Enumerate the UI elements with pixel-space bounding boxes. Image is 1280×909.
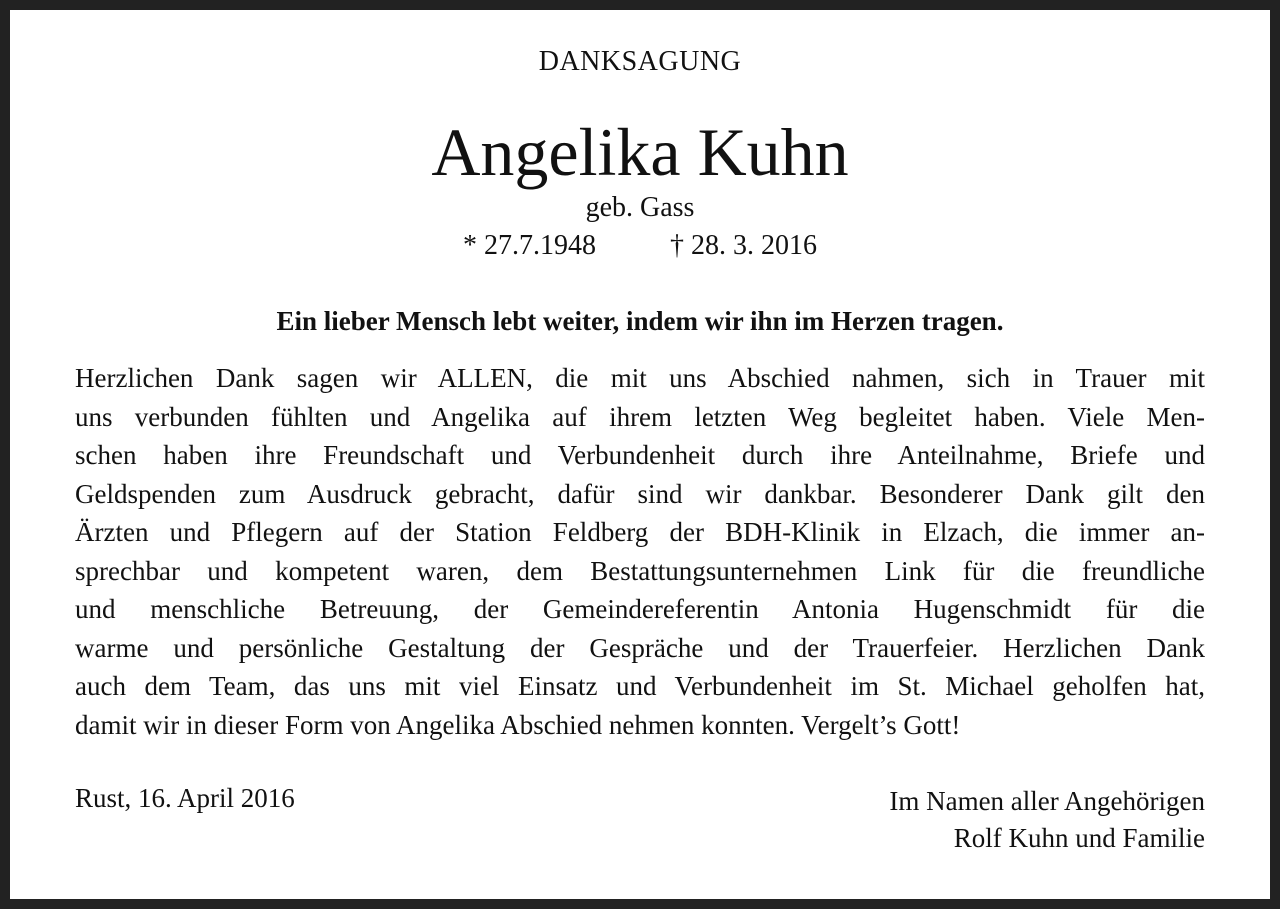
maiden-name: geb. Gass: [585, 192, 695, 223]
text-line: Geldspenden zum Ausdruck gebracht, dafür sind wir dankbar. Besonderer Dank gilt den: [75, 478, 1205, 509]
signature-block: [889, 783, 1205, 857]
signature-line-1: Im Namen aller Angehörigen: [889, 786, 1205, 816]
signature-line-2: Rolf Kuhn und Familie: [953, 823, 1205, 853]
place-and-date: Rust, 16. April 2016: [75, 783, 295, 813]
text-line: und menschliche Betreuung, der Gemeindereferentin Antonia Hugenschmidt für die: [75, 594, 1205, 624]
text-line: Ärzten und Pflegern auf der Station Feldberg der BDH-Klinik in Elzach, die immer an-: [75, 517, 1205, 547]
text-line: auch dem Team, das uns mit viel Einsatz und Verbundenheit im St. Michael geholfen hat,: [75, 671, 1205, 701]
text-line: uns verbunden fühlten und Angelika auf ihrem letzten Weg begleitet haben. Viele Men-: [75, 401, 1205, 432]
notice-heading: DANKSAGUNG: [538, 46, 742, 77]
life-dates: [10, 230, 1270, 262]
text-line: damit wir in dieser Form von Angelika Abschied nehmen konnten. Vergelt’s Gott!: [75, 709, 961, 740]
motto: Ein lieber Mensch lebt weiter, indem wir ihn im Herzen tragen.: [276, 306, 1004, 336]
text-line: sprechbar und kompetent waren, dem Bestattungsunternehmen Link für die freundliche: [75, 555, 1205, 586]
text-line: Herzlichen Dank sagen wir ALLEN, die mit uns Abschied nahmen, sich in Trauer mit: [75, 363, 1205, 393]
deceased-name: Angelika Kuhn: [431, 114, 849, 190]
birth-date: * 27.7.1948: [463, 230, 596, 261]
text-line: schen haben ihre Freundschaft und Verbundenheit durch ihre Anteilnahme, Briefe und: [75, 440, 1205, 470]
death-date: † 28. 3. 2016: [670, 230, 817, 261]
text-line: warme und persönliche Gestaltung der Gespräche und der Trauerfeier. Herzlichen Dank: [75, 632, 1205, 663]
thank-you-text: [75, 359, 1205, 744]
obituary-notice: [10, 10, 1270, 899]
